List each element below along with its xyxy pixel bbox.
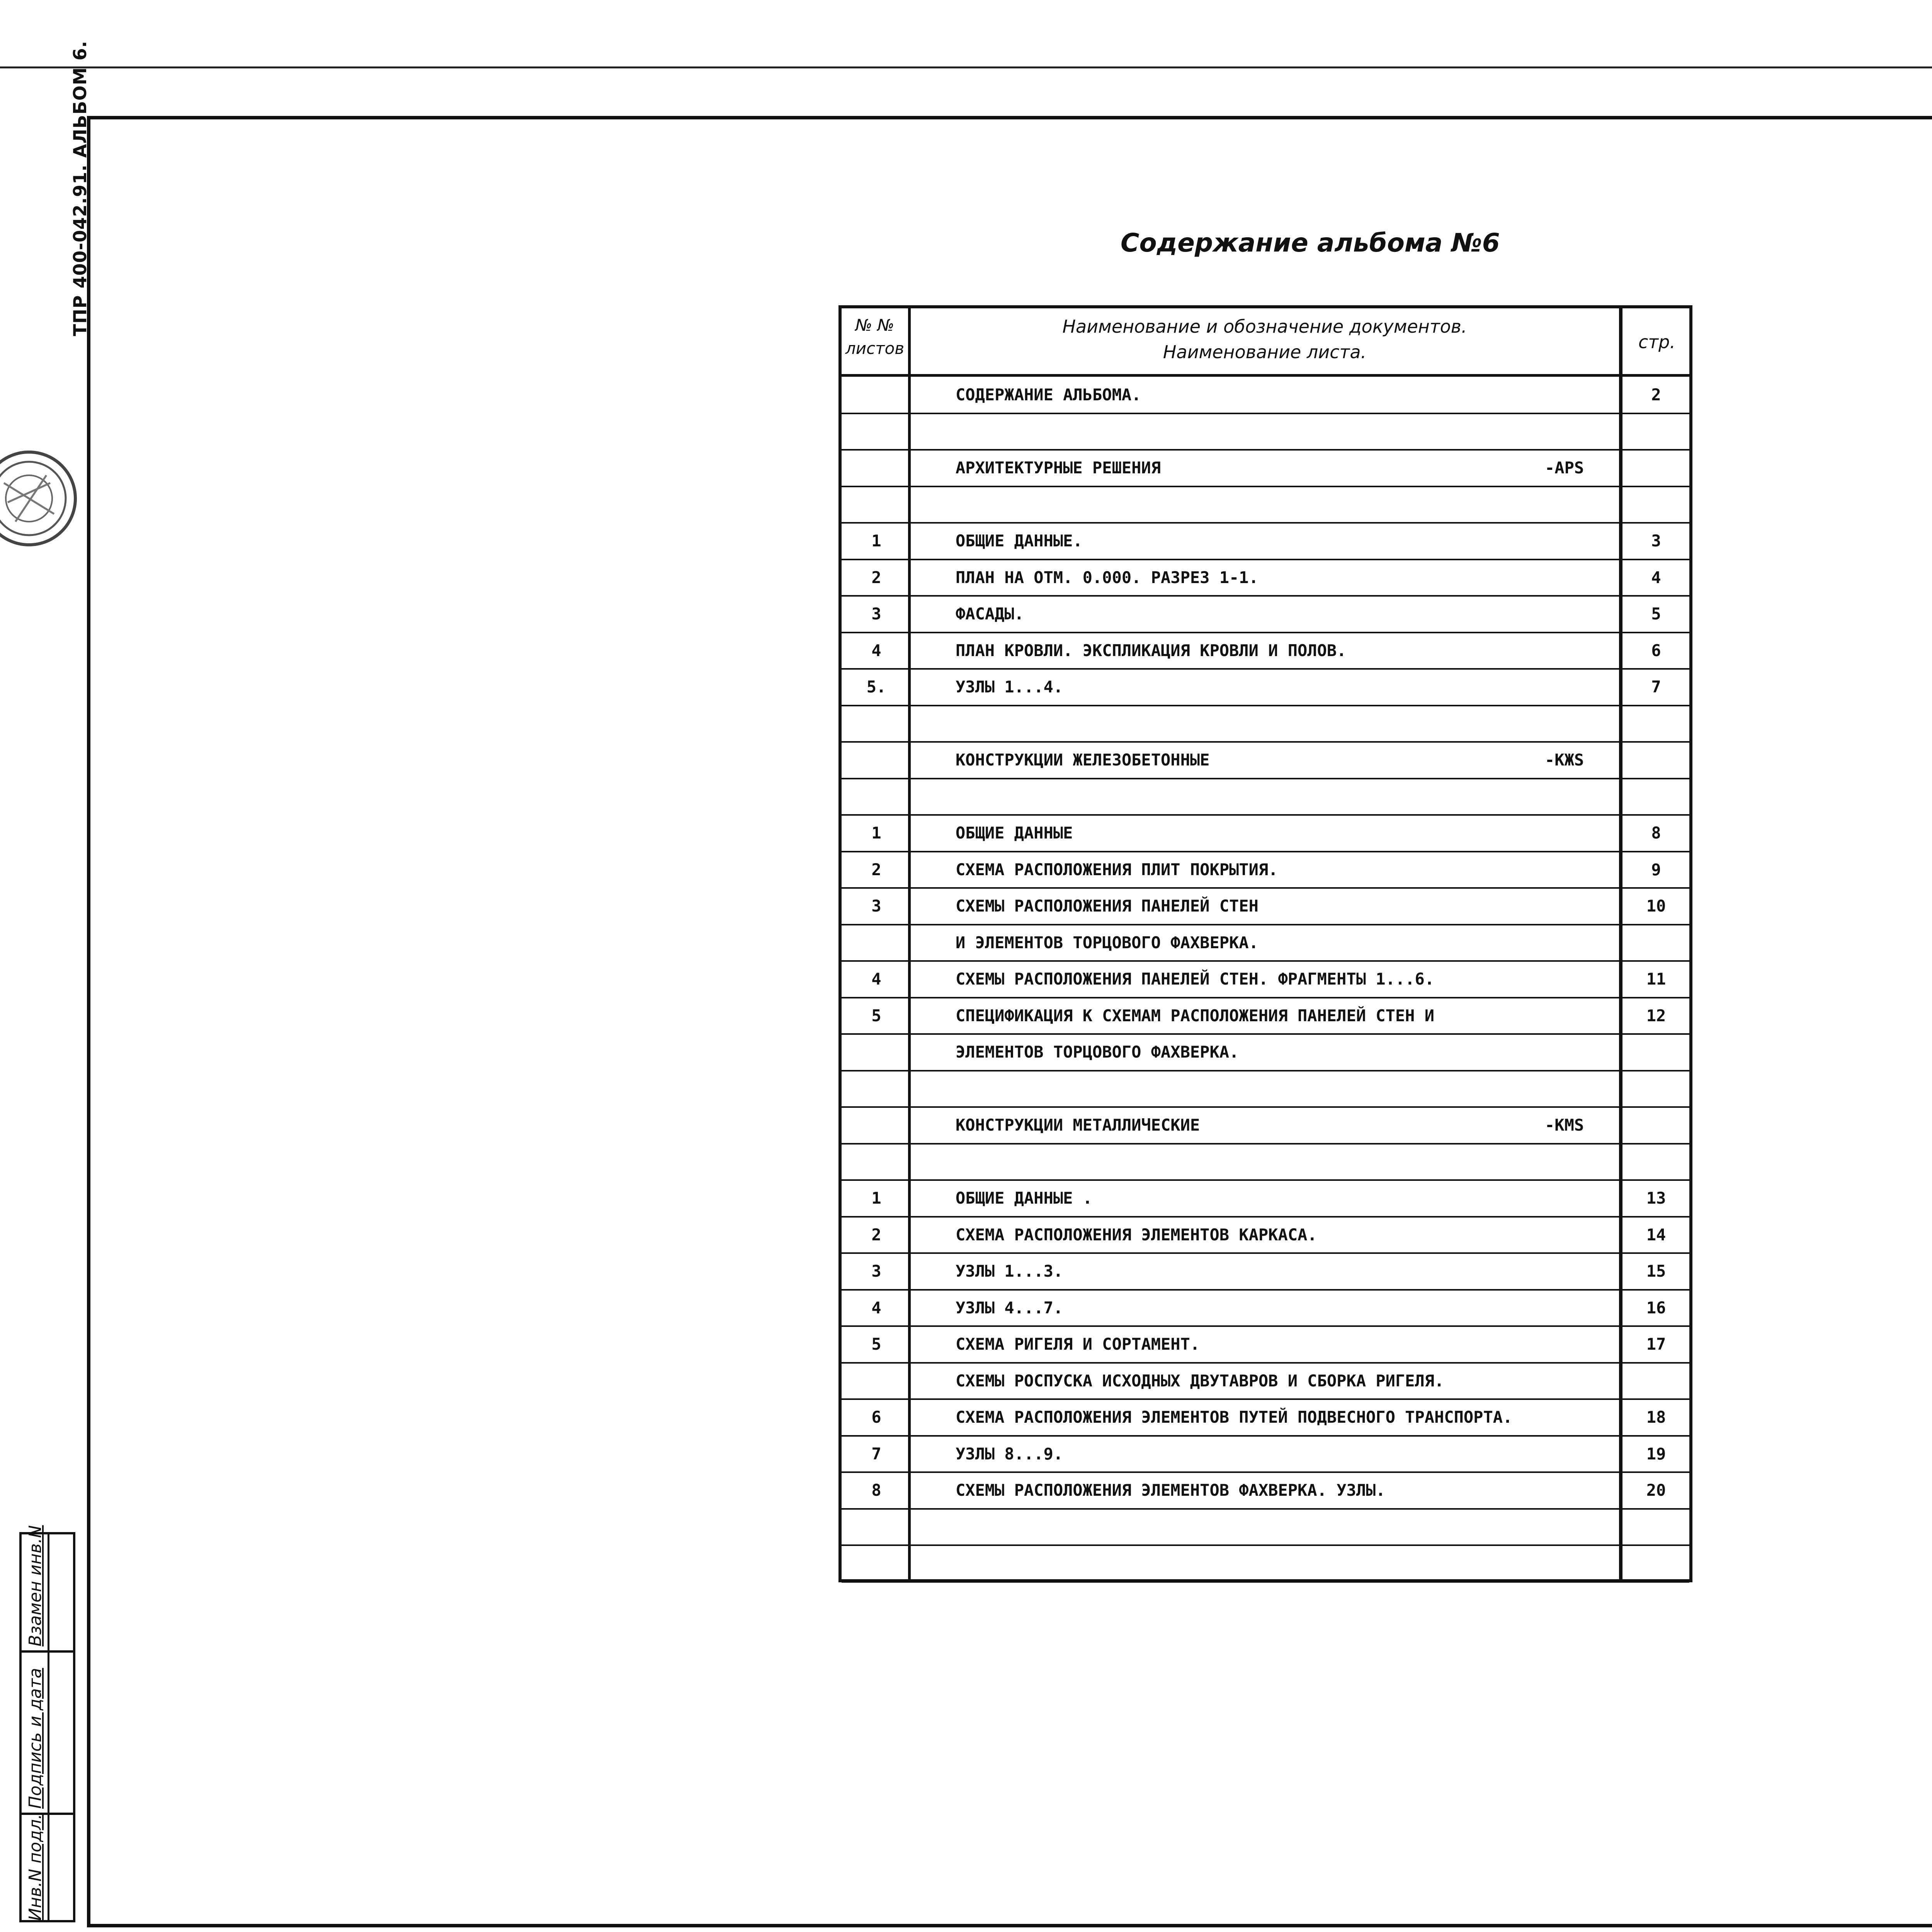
document-name-cell: АРХИТЕКТУРНЫЕ РЕШЕНИЯ	[956, 458, 1161, 477]
page-cell: 17	[1646, 1335, 1666, 1354]
inv-podl-label: Инв.N подл.	[26, 1814, 45, 1921]
document-name-cell: УЗЛЫ 1...4.	[956, 677, 1063, 696]
vzamen-label: Взамен инв.N	[26, 1525, 45, 1646]
document-name-cell: СХЕМЫ РАСПОЛОЖЕНИЯ ЭЛЕМЕНТОВ ФАХВЕРКА. УЗЛЫ.	[956, 1481, 1386, 1500]
header-page: стр.	[1638, 332, 1675, 352]
document-name-cell: СХЕМА РАСПОЛОЖЕНИЯ ПЛИТ ПОКРЫТИЯ.	[956, 860, 1278, 879]
sheet-number-cell: 2	[871, 860, 881, 879]
page-cell: 4	[1651, 568, 1661, 587]
page-cell: 11	[1646, 969, 1666, 988]
sheet-number-cell: 3	[871, 604, 881, 623]
document-name-cell: СХЕМЫ РАСПОЛОЖЕНИЯ ПАНЕЛЕЙ СТЕН	[956, 896, 1259, 915]
page-cell: 2	[1651, 385, 1661, 404]
document-name-cell: ЭЛЕМЕНТОВ ТОРЦОВОГО ФАХВЕРКА.	[956, 1043, 1239, 1061]
page-cell: 8	[1651, 823, 1661, 842]
header-name-line2: Наименование листа.	[1163, 342, 1367, 362]
side-stamp-divider	[22, 1650, 73, 1653]
sheet-number-cell: 1	[871, 1189, 881, 1208]
document-name-cell: ФАСАДЫ.	[956, 604, 1024, 623]
sheet-number-cell: 4	[871, 1298, 881, 1317]
document-name-cell: СХЕМА РАСПОЛОЖЕНИЯ ЭЛЕМЕНТОВ КАРКАСА.	[956, 1225, 1317, 1244]
page-cell: 12	[1646, 1006, 1666, 1025]
sheet-number-cell: 5	[871, 1335, 881, 1354]
page-cell: 18	[1646, 1408, 1666, 1427]
document-name-cell: ПЛАН КРОВЛИ. ЭКСПЛИКАЦИЯ КРОВЛИ И ПОЛОВ.	[956, 641, 1347, 660]
approval-stamp	[0, 425, 100, 572]
document-name-cell: СХЕМЫ РАСПОЛОЖЕНИЯ ПАНЕЛЕЙ СТЕН. ФРАГМЕНТЫ 1...6.	[956, 969, 1435, 988]
header-name-line1: Наименование и обозначение документов.	[1062, 316, 1467, 337]
page-cell: 7	[1651, 677, 1661, 696]
document-name-cell: УЗЛЫ 1...3.	[956, 1262, 1063, 1281]
sheet-number-cell: 3	[871, 1262, 881, 1281]
page-cell: 20	[1646, 1481, 1666, 1500]
section-code-cell: -APS	[1545, 458, 1584, 477]
page-cell: 10	[1646, 896, 1666, 915]
column-divider	[1619, 308, 1622, 1579]
section-code-cell: -КМS	[1545, 1116, 1584, 1134]
row-divider	[842, 1581, 1689, 1583]
document-name-cell: ОБЩИЕ ДАННЫЕ.	[956, 531, 1083, 550]
page-cell: 5	[1651, 604, 1661, 623]
section-code-cell: -КЖS	[1545, 750, 1584, 769]
sheet-number-cell: 8	[871, 1481, 881, 1500]
side-stamp	[19, 1525, 75, 1922]
sheet-number-cell: 2	[871, 1225, 881, 1244]
page-cell: 13	[1646, 1189, 1666, 1208]
document-name-cell: СХЕМЫ РОСПУСКА ИСХОДНЫХ ДВУТАВРОВ И СБОРКА РИГЕЛЯ.	[956, 1371, 1444, 1390]
sheet-number-cell: 5.	[866, 677, 886, 696]
document-name-cell: УЗЛЫ 8...9.	[956, 1444, 1063, 1463]
page-cell: 16	[1646, 1298, 1666, 1317]
document-name-cell: СПЕЦИФИКАЦИЯ К СХЕМАМ РАСПОЛОЖЕНИЯ ПАНЕЛЕЙ СТЕН И	[956, 1006, 1435, 1025]
column-divider	[908, 308, 911, 1579]
sheet-number-cell: 7	[871, 1444, 881, 1463]
margin-code: ТПР 400-042.91. АЛЬБОМ 6.	[70, 40, 90, 336]
sheet-number-cell: 5	[871, 1006, 881, 1025]
contents-table	[838, 305, 1692, 1582]
page-cell: 9	[1651, 860, 1661, 879]
document-name-cell: ОБЩИЕ ДАННЫЕ .	[956, 1189, 1093, 1208]
header-divider	[842, 374, 1689, 377]
document-name-cell: СХЕМА РИГЕЛЯ И СОРТАМЕНТ.	[956, 1335, 1200, 1354]
document-name-cell: СХЕМА РАСПОЛОЖЕНИЯ ЭЛЕМЕНТОВ ПУТЕЙ ПОДВЕСНОГО ТРАНСПОРТА.	[956, 1408, 1513, 1427]
sheet-number-cell: 4	[871, 641, 881, 660]
document-name-cell: И ЭЛЕМЕНТОВ ТОРЦОВОГО ФАХВЕРКА.	[956, 933, 1259, 952]
document-name-cell: УЗЛЫ 4...7.	[956, 1298, 1063, 1317]
page-cell: 14	[1646, 1225, 1666, 1244]
page-cell: 19	[1646, 1444, 1666, 1463]
document-name-cell: СОДЕРЖАНИЕ АЛЬБОМА.	[956, 385, 1141, 404]
sheet-number-cell: 2	[871, 568, 881, 587]
page-cell: 15	[1646, 1262, 1666, 1281]
sheet-number-cell: 4	[871, 969, 881, 988]
sheet-number-cell: 1	[871, 531, 881, 550]
row-divider	[842, 1544, 1689, 1546]
document-name-cell: ОБЩИЕ ДАННЫЕ	[956, 823, 1073, 842]
signature-date-label: Подпись и дата	[26, 1668, 45, 1809]
page-cell: 3	[1651, 531, 1661, 550]
document-name-cell: ПЛАН НА ОТМ. 0.000. РАЗРЕЗ 1-1.	[956, 568, 1259, 587]
header-sheet-number: № № листов	[845, 316, 905, 358]
document-name-cell: КОНСТРУКЦИИ МЕТАЛЛИЧЕСКИЕ	[956, 1116, 1200, 1134]
album-title: Содержание альбома №6	[1121, 228, 1500, 258]
outer-frame-top	[0, 66, 1932, 68]
document-name-cell: КОНСТРУКЦИИ ЖЕЛЕЗОБЕТОННЫЕ	[956, 750, 1210, 769]
sheet-number-cell: 3	[871, 896, 881, 915]
sheet-number-cell: 1	[871, 823, 881, 842]
sheet-number-cell: 6	[871, 1408, 881, 1427]
page-cell: 6	[1651, 641, 1661, 660]
